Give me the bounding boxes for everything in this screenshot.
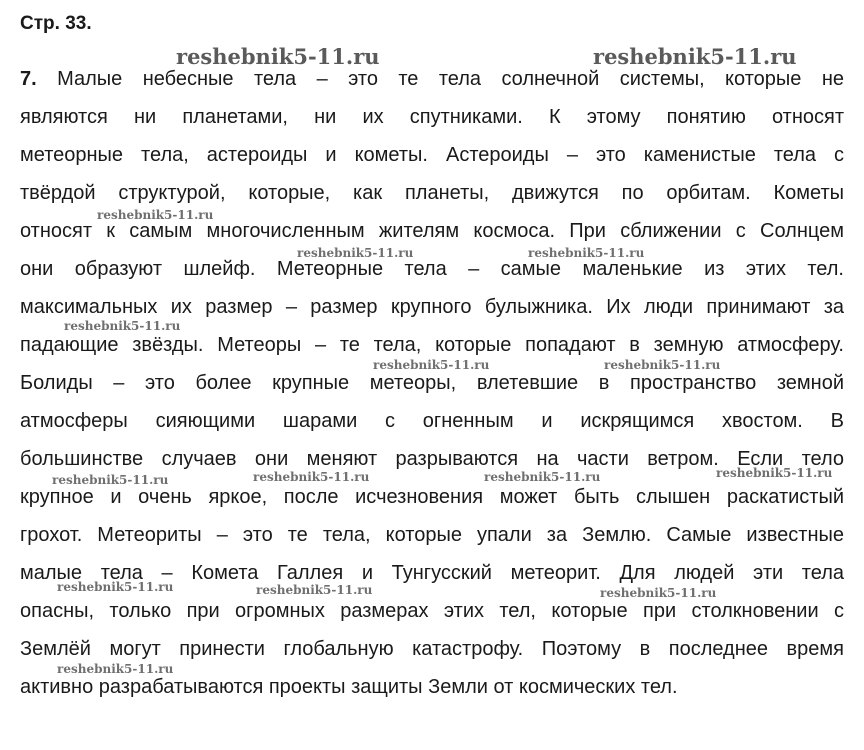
watermark: reshebnik5-11.ru — [57, 580, 174, 594]
text-line: падающие звёзды. Метеоры – те тела, которые попадают в земную атмосферу. — [20, 334, 844, 356]
watermark: reshebnik5-11.ru — [373, 358, 490, 372]
text-line: метеорные тела, астероиды и кометы. Астероиды – это каменистые тела с — [20, 144, 844, 166]
watermark: reshebnik5-11.ru — [176, 44, 380, 69]
page-label: Стр. 33. — [20, 13, 92, 34]
text-line: Болиды – это более крупные метеоры, влетевшие в пространство земной — [20, 372, 844, 394]
watermark: reshebnik5-11.ru — [64, 319, 181, 333]
watermark: reshebnik5-11.ru — [297, 246, 414, 260]
text-line: максимальных их размер – размер крупного булыжника. Их люди принимают за — [20, 296, 844, 318]
watermark: reshebnik5-11.ru — [484, 470, 601, 484]
watermark: reshebnik5-11.ru — [528, 246, 645, 260]
watermark: reshebnik5-11.ru — [604, 358, 721, 372]
watermark: reshebnik5-11.ru — [97, 208, 214, 222]
watermark: reshebnik5-11.ru — [253, 470, 370, 484]
text-line: активно разрабатываются проекты защиты Земли от космических тел. — [20, 676, 678, 698]
text-line: твёрдой структурой, которые, как планеты, движутся по орбитам. Кометы — [20, 182, 844, 204]
watermark: reshebnik5-11.ru — [716, 466, 833, 480]
watermark: reshebnik5-11.ru — [256, 583, 373, 597]
text-line: являются ни планетами, ни их спутниками. К этому понятию относят — [20, 106, 844, 128]
watermark: reshebnik5-11.ru — [57, 662, 174, 676]
text-line: большинстве случаев они меняют разрываются на части ветром. Если тело — [20, 448, 844, 470]
text-line: Землёй могут принести глобальную катастрофу. Поэтому в последнее время — [20, 638, 844, 660]
text-line — [20, 66, 844, 92]
text-line: малые тела – Комета Галлея и Тунгусский метеорит. Для людей эти тела — [20, 562, 844, 584]
text-line: они образуют шлейф. Метеорные тела – самые маленькие из этих тел. — [20, 258, 844, 280]
text-line: опасны, только при огромных размерах этих тел, которые при столкновении с — [20, 600, 844, 622]
watermark: reshebnik5-11.ru — [52, 473, 169, 487]
text-line: относят к самым многочисленным жителям космоса. При сближении с Солнцем — [20, 220, 844, 242]
watermark: reshebnik5-11.ru — [600, 586, 717, 600]
text-line: крупное и очень яркое, после исчезновения может быть слышен раскатистый — [20, 486, 844, 508]
watermark: reshebnik5-11.ru — [593, 44, 797, 69]
text-line: грохот. Метеориты – это те тела, которые упали за Землю. Самые известные — [20, 524, 844, 546]
text-line-content: Малые небесные тела – это те тела солнечной системы, которые не — [57, 68, 844, 90]
text-line: атмосферы сияющими шарами с огненным и искрящимся хвостом. В — [20, 410, 844, 432]
task-number: 7. — [20, 68, 37, 90]
